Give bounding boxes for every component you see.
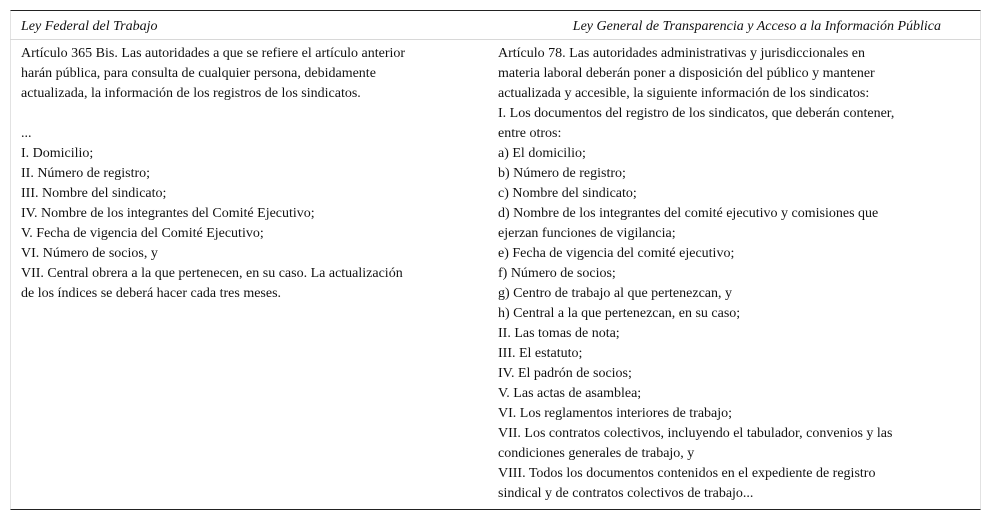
right-line: I. Los documentos del registro de los sindicatos, que deberán contener, bbox=[498, 106, 895, 121]
left-line: V. Fecha de vigencia del Comité Ejecutivo; bbox=[21, 226, 264, 241]
right-line: f) Número de socios; bbox=[498, 266, 616, 281]
column-header-ley-federal-del-trabajo: Ley Federal del Trabajo bbox=[21, 19, 158, 34]
right-line: III. El estatuto; bbox=[498, 346, 583, 361]
left-line: IV. Nombre de los integrantes del Comité Ejecutivo; bbox=[21, 206, 315, 221]
right-line: IV. El padrón de socios; bbox=[498, 366, 632, 381]
left-line: de los índices se deberá hacer cada tres meses. bbox=[21, 286, 282, 301]
header-divider bbox=[10, 39, 981, 40]
right-line: g) Centro de trabajo al que pertenezcan, y bbox=[498, 286, 733, 301]
left-line: Artículo 365 Bis. Las autoridades a que se refiere el artículo anterior bbox=[21, 46, 406, 61]
right-line: VIII. Todos los documentos contenidos en el expediente de registro bbox=[498, 466, 876, 481]
left-line: ... bbox=[21, 126, 32, 141]
left-line: harán pública, para consulta de cualquier persona, debidamente bbox=[21, 66, 376, 81]
right-line: b) Número de registro; bbox=[498, 166, 626, 181]
right-line: entre otros: bbox=[498, 126, 562, 141]
right-line: actualizada y accesible, la siguiente información de los sindicatos: bbox=[498, 86, 870, 101]
right-column-text bbox=[498, 44, 953, 504]
right-line: sindical y de contratos colectivos de trabajo... bbox=[498, 486, 754, 501]
right-line: II. Las tomas de nota; bbox=[498, 326, 620, 341]
right-line: d) Nombre de los integrantes del comité ejecutivo y comisiones que bbox=[498, 206, 879, 221]
right-line: condiciones generales de trabajo, y bbox=[498, 446, 695, 461]
right-line: h) Central a la que pertenezcan, en su caso; bbox=[498, 306, 741, 321]
right-line: Artículo 78. Las autoridades administrativas y jurisdiccionales en bbox=[498, 46, 866, 61]
right-line: materia laboral deberán poner a disposición del público y mantener bbox=[498, 66, 875, 81]
right-line: a) El domicilio; bbox=[498, 146, 586, 161]
right-line: VII. Los contratos colectivos, incluyendo el tabulador, convenios y las bbox=[498, 426, 893, 441]
left-column-text bbox=[21, 44, 461, 304]
column-header-ley-general-de-transparencia: Ley General de Transparencia y Acceso a la Información Pública bbox=[572, 19, 941, 34]
right-line: ejerzan funciones de vigilancia; bbox=[498, 226, 676, 241]
right-line: c) Nombre del sindicato; bbox=[498, 186, 637, 201]
left-line: I. Domicilio; bbox=[21, 146, 94, 161]
left-line: VI. Número de socios, y bbox=[21, 246, 158, 261]
left-line: VII. Central obrera a la que pertenecen, en su caso. La actualización bbox=[21, 266, 403, 281]
right-line: VI. Los reglamentos interiores de trabajo; bbox=[498, 406, 733, 421]
left-line: actualizada, la información de los registros de los sindicatos. bbox=[21, 86, 361, 101]
left-line-blank bbox=[21, 104, 461, 124]
right-line: e) Fecha de vigencia del comité ejecutivo; bbox=[498, 246, 735, 261]
left-line: III. Nombre del sindicato; bbox=[21, 186, 167, 201]
right-line: V. Las actas de asamblea; bbox=[498, 386, 642, 401]
left-line: II. Número de registro; bbox=[21, 166, 151, 181]
